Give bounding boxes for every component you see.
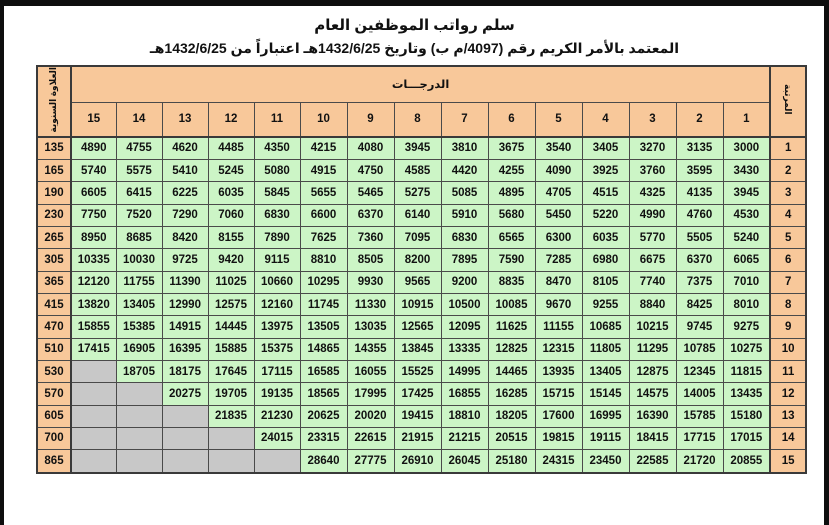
salary-cell: 18705 bbox=[116, 360, 162, 382]
table-row bbox=[37, 405, 806, 427]
salary-cell: 7375 bbox=[676, 271, 723, 293]
salary-cell: 19815 bbox=[535, 427, 582, 449]
salary-cell: 12875 bbox=[629, 360, 676, 382]
salary-cell: 4325 bbox=[629, 182, 676, 204]
salary-cell: 13405 bbox=[116, 293, 162, 315]
annual-increment-cell: 700 bbox=[37, 427, 71, 449]
salary-cell: 9115 bbox=[254, 249, 300, 271]
annual-increment-cell: 165 bbox=[37, 159, 71, 181]
salary-cell: 6830 bbox=[254, 204, 300, 226]
salary-scale-table bbox=[36, 65, 807, 474]
rank-cell: 5 bbox=[770, 226, 806, 248]
rank-cell: 12 bbox=[770, 383, 806, 405]
salary-cell: 11295 bbox=[629, 338, 676, 360]
salary-cell: 9200 bbox=[441, 271, 488, 293]
salary-cell: 5655 bbox=[300, 182, 347, 204]
salary-cell: 7285 bbox=[535, 249, 582, 271]
salary-cell: 10030 bbox=[116, 249, 162, 271]
salary-cell: 18565 bbox=[300, 383, 347, 405]
salary-cell: 8105 bbox=[582, 271, 629, 293]
salary-cell: 6605 bbox=[71, 182, 116, 204]
salary-cell: 11625 bbox=[488, 316, 535, 338]
rank-cell: 11 bbox=[770, 360, 806, 382]
salary-cell: 4750 bbox=[347, 159, 394, 181]
salary-cell: 8810 bbox=[300, 249, 347, 271]
empty-salary-cell bbox=[116, 450, 162, 473]
salary-cell: 12315 bbox=[535, 338, 582, 360]
rank-cell: 6 bbox=[770, 249, 806, 271]
salary-cell: 6035 bbox=[208, 182, 254, 204]
empty-salary-cell bbox=[208, 427, 254, 449]
salary-cell: 16285 bbox=[488, 383, 535, 405]
salary-cell: 19115 bbox=[582, 427, 629, 449]
salary-cell: 15180 bbox=[723, 405, 770, 427]
empty-salary-cell bbox=[208, 450, 254, 473]
empty-salary-cell bbox=[116, 383, 162, 405]
salary-cell: 16905 bbox=[116, 338, 162, 360]
salary-cell: 5845 bbox=[254, 182, 300, 204]
salary-cell: 13035 bbox=[347, 316, 394, 338]
salary-cell: 10215 bbox=[629, 316, 676, 338]
empty-salary-cell bbox=[162, 450, 208, 473]
salary-cell: 14355 bbox=[347, 338, 394, 360]
salary-cell: 4585 bbox=[394, 159, 441, 181]
annual-increment-cell: 135 bbox=[37, 137, 71, 160]
salary-cell: 13405 bbox=[582, 360, 629, 382]
salary-cell: 4135 bbox=[676, 182, 723, 204]
rank-cell: 4 bbox=[770, 204, 806, 226]
salary-cell: 9255 bbox=[582, 293, 629, 315]
grade-column-header: 9 bbox=[347, 102, 394, 136]
rank-header-label: المرتبة bbox=[783, 84, 794, 116]
salary-cell: 10335 bbox=[71, 249, 116, 271]
salary-cell: 26045 bbox=[441, 450, 488, 473]
salary-cell: 5680 bbox=[488, 204, 535, 226]
salary-cell: 23450 bbox=[582, 450, 629, 473]
grade-column-header: 10 bbox=[300, 102, 347, 136]
salary-cell: 4215 bbox=[300, 137, 347, 160]
salary-cell: 19705 bbox=[208, 383, 254, 405]
salary-cell: 11755 bbox=[116, 271, 162, 293]
salary-cell: 6980 bbox=[582, 249, 629, 271]
salary-cell: 9420 bbox=[208, 249, 254, 271]
salary-cell: 6675 bbox=[629, 249, 676, 271]
salary-cell: 5465 bbox=[347, 182, 394, 204]
empty-salary-cell bbox=[116, 405, 162, 427]
salary-cell: 8200 bbox=[394, 249, 441, 271]
grade-column-header: 7 bbox=[441, 102, 488, 136]
salary-cell: 11390 bbox=[162, 271, 208, 293]
salary-cell: 4515 bbox=[582, 182, 629, 204]
table-row bbox=[37, 427, 806, 449]
salary-cell: 11025 bbox=[208, 271, 254, 293]
salary-cell: 9725 bbox=[162, 249, 208, 271]
salary-cell: 6140 bbox=[394, 204, 441, 226]
salary-cell: 7625 bbox=[300, 226, 347, 248]
salary-cell: 4090 bbox=[535, 159, 582, 181]
salary-cell: 4890 bbox=[71, 137, 116, 160]
empty-salary-cell bbox=[162, 405, 208, 427]
grade-column-header: 13 bbox=[162, 102, 208, 136]
salary-cell: 7360 bbox=[347, 226, 394, 248]
rank-cell: 10 bbox=[770, 338, 806, 360]
salary-cell: 3925 bbox=[582, 159, 629, 181]
salary-cell: 7095 bbox=[394, 226, 441, 248]
salary-cell: 6225 bbox=[162, 182, 208, 204]
rank-cell: 9 bbox=[770, 316, 806, 338]
salary-cell: 18175 bbox=[162, 360, 208, 382]
annual-increment-cell: 605 bbox=[37, 405, 71, 427]
salary-cell: 11815 bbox=[723, 360, 770, 382]
increment-header bbox=[37, 66, 71, 137]
table-row bbox=[37, 450, 806, 473]
salary-cell: 13935 bbox=[535, 360, 582, 382]
salary-cell: 7740 bbox=[629, 271, 676, 293]
salary-cell: 11805 bbox=[582, 338, 629, 360]
salary-cell: 7290 bbox=[162, 204, 208, 226]
salary-cell: 17115 bbox=[254, 360, 300, 382]
salary-cell: 8420 bbox=[162, 226, 208, 248]
salary-cell: 5275 bbox=[394, 182, 441, 204]
salary-cell: 21915 bbox=[394, 427, 441, 449]
salary-cell: 11330 bbox=[347, 293, 394, 315]
salary-cell: 9275 bbox=[723, 316, 770, 338]
salary-cell: 4620 bbox=[162, 137, 208, 160]
salary-cell: 3810 bbox=[441, 137, 488, 160]
salary-cell: 9670 bbox=[535, 293, 582, 315]
grade-column-header: 2 bbox=[676, 102, 723, 136]
salary-cell: 16055 bbox=[347, 360, 394, 382]
annual-increment-cell: 570 bbox=[37, 383, 71, 405]
salary-cell: 12575 bbox=[208, 293, 254, 315]
salary-cell: 14995 bbox=[441, 360, 488, 382]
salary-cell: 12120 bbox=[71, 271, 116, 293]
salary-cell: 3270 bbox=[629, 137, 676, 160]
salary-cell: 22585 bbox=[629, 450, 676, 473]
salary-cell: 13820 bbox=[71, 293, 116, 315]
salary-cell: 12160 bbox=[254, 293, 300, 315]
document-subtitle: المعتمد بالأمر الكريم رقم (4097/م ب) وتاريخ 1432/6/25هـ اعتباراً من 1432/6/25هـ bbox=[149, 40, 680, 56]
salary-cell: 3405 bbox=[582, 137, 629, 160]
salary-cell: 3595 bbox=[676, 159, 723, 181]
salary-cell: 5220 bbox=[582, 204, 629, 226]
salary-cell: 6065 bbox=[723, 249, 770, 271]
salary-cell: 6415 bbox=[116, 182, 162, 204]
salary-cell: 24315 bbox=[535, 450, 582, 473]
empty-salary-cell bbox=[71, 405, 116, 427]
salary-cell: 21215 bbox=[441, 427, 488, 449]
salary-cell: 24015 bbox=[254, 427, 300, 449]
rank-header bbox=[770, 66, 806, 137]
salary-cell: 16995 bbox=[582, 405, 629, 427]
table-row bbox=[37, 249, 806, 271]
rank-cell: 7 bbox=[770, 271, 806, 293]
rank-cell: 14 bbox=[770, 427, 806, 449]
salary-cell: 17425 bbox=[394, 383, 441, 405]
rank-cell: 2 bbox=[770, 159, 806, 181]
rank-cell: 15 bbox=[770, 450, 806, 473]
empty-salary-cell bbox=[71, 450, 116, 473]
salary-cell: 3675 bbox=[488, 137, 535, 160]
salary-cell: 7060 bbox=[208, 204, 254, 226]
salary-cell: 4530 bbox=[723, 204, 770, 226]
salary-cell: 15855 bbox=[71, 316, 116, 338]
salary-cell: 3000 bbox=[723, 137, 770, 160]
rank-cell: 8 bbox=[770, 293, 806, 315]
salary-cell: 6830 bbox=[441, 226, 488, 248]
salary-cell: 13435 bbox=[723, 383, 770, 405]
salary-cell: 20275 bbox=[162, 383, 208, 405]
salary-cell: 9930 bbox=[347, 271, 394, 293]
empty-salary-cell bbox=[162, 427, 208, 449]
salary-cell: 27775 bbox=[347, 450, 394, 473]
salary-cell: 12345 bbox=[676, 360, 723, 382]
salary-cell: 10295 bbox=[300, 271, 347, 293]
salary-cell: 10500 bbox=[441, 293, 488, 315]
salary-cell: 6370 bbox=[676, 249, 723, 271]
grade-column-header: 6 bbox=[488, 102, 535, 136]
salary-cell: 6565 bbox=[488, 226, 535, 248]
salary-cell: 13505 bbox=[300, 316, 347, 338]
salary-cell: 4755 bbox=[116, 137, 162, 160]
salary-cell: 8505 bbox=[347, 249, 394, 271]
salary-cell: 20625 bbox=[300, 405, 347, 427]
salary-cell: 14865 bbox=[300, 338, 347, 360]
salary-cell: 14465 bbox=[488, 360, 535, 382]
salary-cell: 17645 bbox=[208, 360, 254, 382]
salary-cell: 4760 bbox=[676, 204, 723, 226]
salary-cell: 15385 bbox=[116, 316, 162, 338]
salary-cell: 17415 bbox=[71, 338, 116, 360]
table-row bbox=[37, 293, 806, 315]
salary-cell: 9565 bbox=[394, 271, 441, 293]
salary-cell: 4255 bbox=[488, 159, 535, 181]
salary-cell: 6370 bbox=[347, 204, 394, 226]
annual-increment-cell: 470 bbox=[37, 316, 71, 338]
salary-cell: 5080 bbox=[254, 159, 300, 181]
rank-cell: 3 bbox=[770, 182, 806, 204]
grade-column-header: 8 bbox=[394, 102, 441, 136]
salary-cell: 3430 bbox=[723, 159, 770, 181]
salary-cell: 5575 bbox=[116, 159, 162, 181]
salary-cell: 10660 bbox=[254, 271, 300, 293]
salary-cell: 8840 bbox=[629, 293, 676, 315]
salary-cell: 3945 bbox=[723, 182, 770, 204]
salary-cell: 4915 bbox=[300, 159, 347, 181]
table-row bbox=[37, 338, 806, 360]
table-row bbox=[37, 226, 806, 248]
grade-column-header: 11 bbox=[254, 102, 300, 136]
salary-cell: 5085 bbox=[441, 182, 488, 204]
salary-cell: 7750 bbox=[71, 204, 116, 226]
annual-increment-cell: 305 bbox=[37, 249, 71, 271]
salary-cell: 21230 bbox=[254, 405, 300, 427]
salary-cell: 4350 bbox=[254, 137, 300, 160]
annual-increment-cell: 365 bbox=[37, 271, 71, 293]
salary-cell: 17715 bbox=[676, 427, 723, 449]
salary-cell: 4705 bbox=[535, 182, 582, 204]
salary-cell: 3945 bbox=[394, 137, 441, 160]
grade-column-header: 14 bbox=[116, 102, 162, 136]
salary-cell: 26910 bbox=[394, 450, 441, 473]
salary-cell: 10685 bbox=[582, 316, 629, 338]
grades-header: الدرجـــات bbox=[71, 66, 770, 102]
salary-cell: 6035 bbox=[582, 226, 629, 248]
annual-increment-cell: 230 bbox=[37, 204, 71, 226]
salary-cell: 4990 bbox=[629, 204, 676, 226]
salary-cell: 8155 bbox=[208, 226, 254, 248]
salary-cell: 7010 bbox=[723, 271, 770, 293]
salary-cell: 4080 bbox=[347, 137, 394, 160]
salary-cell: 5505 bbox=[676, 226, 723, 248]
salary-cell: 5770 bbox=[629, 226, 676, 248]
salary-cell: 4895 bbox=[488, 182, 535, 204]
salary-cell: 3760 bbox=[629, 159, 676, 181]
table-row bbox=[37, 182, 806, 204]
salary-cell: 13975 bbox=[254, 316, 300, 338]
salary-cell: 14915 bbox=[162, 316, 208, 338]
salary-cell: 17600 bbox=[535, 405, 582, 427]
salary-cell: 5740 bbox=[71, 159, 116, 181]
grade-column-header: 5 bbox=[535, 102, 582, 136]
table-row bbox=[37, 204, 806, 226]
salary-cell: 13845 bbox=[394, 338, 441, 360]
empty-salary-cell bbox=[71, 427, 116, 449]
salary-cell: 7895 bbox=[441, 249, 488, 271]
salary-cell: 10275 bbox=[723, 338, 770, 360]
salary-cell: 8950 bbox=[71, 226, 116, 248]
annual-increment-cell: 865 bbox=[37, 450, 71, 473]
salary-cell: 12565 bbox=[394, 316, 441, 338]
salary-cell: 8835 bbox=[488, 271, 535, 293]
salary-cell: 6300 bbox=[535, 226, 582, 248]
salary-cell: 21720 bbox=[676, 450, 723, 473]
salary-cell: 4485 bbox=[208, 137, 254, 160]
salary-cell: 14005 bbox=[676, 383, 723, 405]
salary-cell: 8470 bbox=[535, 271, 582, 293]
salary-cell: 19415 bbox=[394, 405, 441, 427]
salary-cell: 15715 bbox=[535, 383, 582, 405]
table-row bbox=[37, 159, 806, 181]
grade-column-header: 4 bbox=[582, 102, 629, 136]
annual-increment-cell: 530 bbox=[37, 360, 71, 382]
salary-cell: 20515 bbox=[488, 427, 535, 449]
empty-salary-cell bbox=[71, 360, 116, 382]
table-row bbox=[37, 316, 806, 338]
salary-cell: 15145 bbox=[582, 383, 629, 405]
salary-cell: 22615 bbox=[347, 427, 394, 449]
annual-increment-cell: 190 bbox=[37, 182, 71, 204]
salary-cell: 5450 bbox=[535, 204, 582, 226]
salary-cell: 19135 bbox=[254, 383, 300, 405]
table-row bbox=[37, 383, 806, 405]
annual-increment-cell: 265 bbox=[37, 226, 71, 248]
salary-cell: 5240 bbox=[723, 226, 770, 248]
rank-cell: 13 bbox=[770, 405, 806, 427]
increment-header-label: العلاوة السنوية bbox=[48, 67, 59, 133]
salary-cell: 9745 bbox=[676, 316, 723, 338]
salary-cell: 14445 bbox=[208, 316, 254, 338]
rank-cell: 1 bbox=[770, 137, 806, 160]
table-row bbox=[37, 137, 806, 160]
annual-increment-cell: 510 bbox=[37, 338, 71, 360]
salary-cell: 25180 bbox=[488, 450, 535, 473]
salary-cell: 5910 bbox=[441, 204, 488, 226]
salary-cell: 10785 bbox=[676, 338, 723, 360]
empty-salary-cell bbox=[254, 450, 300, 473]
document-title: سلم رواتب الموظفين العام bbox=[314, 17, 515, 34]
salary-cell: 14575 bbox=[629, 383, 676, 405]
salary-cell: 17995 bbox=[347, 383, 394, 405]
salary-cell: 8010 bbox=[723, 293, 770, 315]
salary-cell: 12990 bbox=[162, 293, 208, 315]
salary-cell: 5410 bbox=[162, 159, 208, 181]
salary-cell: 12825 bbox=[488, 338, 535, 360]
salary-cell: 10085 bbox=[488, 293, 535, 315]
salary-cell: 16855 bbox=[441, 383, 488, 405]
salary-cell: 11745 bbox=[300, 293, 347, 315]
salary-cell: 16390 bbox=[629, 405, 676, 427]
table-row bbox=[37, 360, 806, 382]
salary-cell: 13335 bbox=[441, 338, 488, 360]
empty-salary-cell bbox=[71, 383, 116, 405]
salary-cell: 18810 bbox=[441, 405, 488, 427]
salary-cell: 17015 bbox=[723, 427, 770, 449]
salary-cell: 15375 bbox=[254, 338, 300, 360]
annual-increment-cell: 415 bbox=[37, 293, 71, 315]
salary-cell: 8685 bbox=[116, 226, 162, 248]
grade-column-header: 1 bbox=[723, 102, 770, 136]
salary-cell: 7590 bbox=[488, 249, 535, 271]
salary-cell: 20855 bbox=[723, 450, 770, 473]
salary-cell: 18205 bbox=[488, 405, 535, 427]
grade-column-header: 3 bbox=[629, 102, 676, 136]
salary-cell: 20020 bbox=[347, 405, 394, 427]
salary-cell: 7520 bbox=[116, 204, 162, 226]
salary-cell: 15525 bbox=[394, 360, 441, 382]
salary-cell: 4420 bbox=[441, 159, 488, 181]
salary-cell: 10915 bbox=[394, 293, 441, 315]
salary-cell: 12095 bbox=[441, 316, 488, 338]
salary-cell: 16585 bbox=[300, 360, 347, 382]
salary-cell: 5245 bbox=[208, 159, 254, 181]
salary-cell: 18415 bbox=[629, 427, 676, 449]
salary-cell: 15885 bbox=[208, 338, 254, 360]
salary-cell: 8425 bbox=[676, 293, 723, 315]
salary-cell: 23315 bbox=[300, 427, 347, 449]
empty-salary-cell bbox=[116, 427, 162, 449]
salary-cell: 6600 bbox=[300, 204, 347, 226]
salary-cell: 21835 bbox=[208, 405, 254, 427]
grade-column-header: 12 bbox=[208, 102, 254, 136]
grade-column-header: 15 bbox=[71, 102, 116, 136]
table-row bbox=[37, 271, 806, 293]
salary-cell: 3540 bbox=[535, 137, 582, 160]
salary-cell: 11155 bbox=[535, 316, 582, 338]
salary-cell: 15785 bbox=[676, 405, 723, 427]
salary-cell: 7890 bbox=[254, 226, 300, 248]
salary-cell: 28640 bbox=[300, 450, 347, 473]
salary-cell: 3135 bbox=[676, 137, 723, 160]
salary-cell: 16395 bbox=[162, 338, 208, 360]
